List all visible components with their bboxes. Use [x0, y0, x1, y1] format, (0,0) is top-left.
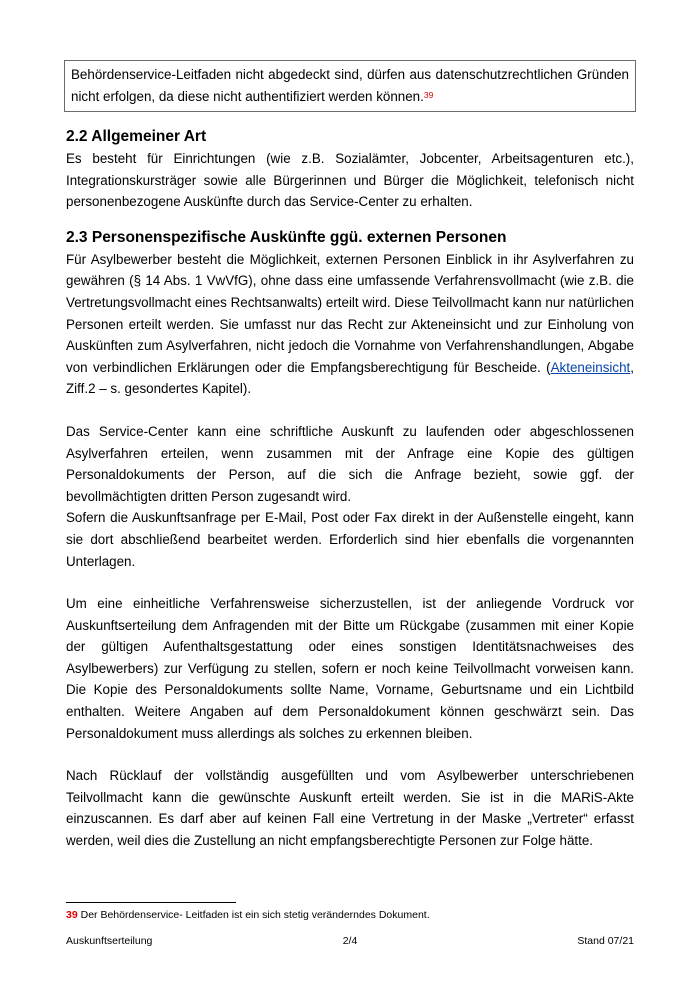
heading-2-2: 2.2 Allgemeiner Art	[66, 128, 207, 145]
paragraph-2-3-1	[66, 249, 634, 400]
footnote-number: 39	[66, 909, 78, 921]
footer-version: Stand 07/21	[577, 935, 634, 947]
p1-text-before: Für Asylbewerber besteht die Möglichkeit, externen Personen Einblick in ihr Asylverfahren zu gewähren (§ 14 Abs. 1 VwVfG), ohne dass eine umfassende Verfahrensvollmacht (wie z.B. die Vertretungsvollmacht eines Rechtsanwalts) erteilt wird. Diese Teilvollmacht kann nur natürlichen Personen erteilt werden. Sie umfasst nur das Recht zur Akteneinsicht und zur Einholung von Auskünften zum Asylverfahren, nicht jedoch die Vornahme von Verfahrenshandlungen, Abgabe von verbindlichen Erklärungen oder die Empfangsberechtigung für Bescheide. (	[66, 251, 634, 375]
footnote-reference[interactable]: 39	[423, 90, 434, 100]
p1-text-after: , Ziff.2 – s. gesondertes Kapitel).	[66, 359, 634, 397]
footnote	[66, 908, 430, 922]
paragraph-2-3-4: Um eine einheitliche Verfahrensweise sicherzustellen, ist der anliegende Vordruck vor Auskunftserteilung dem Anfragenden mit der Bitte um Rückgabe (zusammen mit einer Kopie der gültigen Aufenthaltsgestattung oder eines sonstigen Identitätsnachweises des Asylbewerbers) zur Verfügung zu stellen, sofern er noch keine Teilvollmacht vorweisen kann. Die Kopie des Personaldokuments sollte Name, Vorname, Geburtsname und ein Lichtbild enthalten. Weitere Angaben auf dem Personaldokument können geschwärzt sein. Das Personaldokument muss allerdings als solches zu erkennen bleiben.	[66, 596, 634, 741]
footnote-text: Der Behördenservice- Leitfaden ist ein sich stetig veränderndes Dokument.	[77, 909, 430, 921]
paragraph-2-2: Es besteht für Einrichtungen (wie z.B. Sozialämter, Jobcenter, Arbeitsagenturen etc.), Integrationskursträger sowie alle Bürgerinnen und Bürger die Möglichkeit, telefonisch nicht personenbezogene Auskünfte durch das Service-Center zu erhalten.	[66, 151, 634, 210]
akteneinsicht-link[interactable]: Akteneinsicht	[550, 359, 631, 375]
footer-title: Auskunftserteilung	[66, 935, 153, 947]
box-text: Behördenservice-Leitfaden nicht abgedeckt sind, dürfen aus datenschutzrechtlichen Gründen nicht erfolgen, da diese nicht authentifiziert werden können.	[71, 67, 629, 104]
paragraph-2-3-2: Das Service-Center kann eine schriftliche Auskunft zu laufenden oder abgeschlossenen Asylverfahren erteilen, wenn zusammen mit der Anfrage eine Kopie des gültigen Personaldokuments der Person, auf die sich die Anfrage bezieht, sowie ggf. der bevollmächtigten dritten Person zugesandt wird.	[66, 423, 634, 504]
footnote-separator	[66, 902, 236, 903]
main-content	[66, 126, 634, 852]
heading-2-3: 2.3 Personenspezifische Auskünfte ggü. externen Personen	[66, 228, 507, 246]
continued-footnote-box	[64, 60, 636, 112]
paragraph-2-3-3: Sofern die Auskunftsanfrage per E-Mail, Post oder Fax direkt in der Außenstelle eingeht, kann sie dort abschließend bearbeitet werden. Erforderlich sind hier ebenfalls die vorgenannten Unterlagen.	[66, 510, 634, 569]
footer-page-number: 2/4	[342, 935, 358, 947]
paragraph-2-3-5: Nach Rücklauf der vollständig ausgefüllten und vom Asylbewerber unterschriebenen Teilvollmacht kann die gewünschte Auskunft erteilt werden. Sie ist in die MARiS-Akte einzuscannen. Es darf aber auf keinen Fall eine Vertretung in der Maske „Vertreter“ erfasst werden, weil dies die Zustellung an nicht empfangsberechtigte Personen zur Folge hätte.	[66, 768, 634, 849]
page-footer	[66, 934, 634, 948]
